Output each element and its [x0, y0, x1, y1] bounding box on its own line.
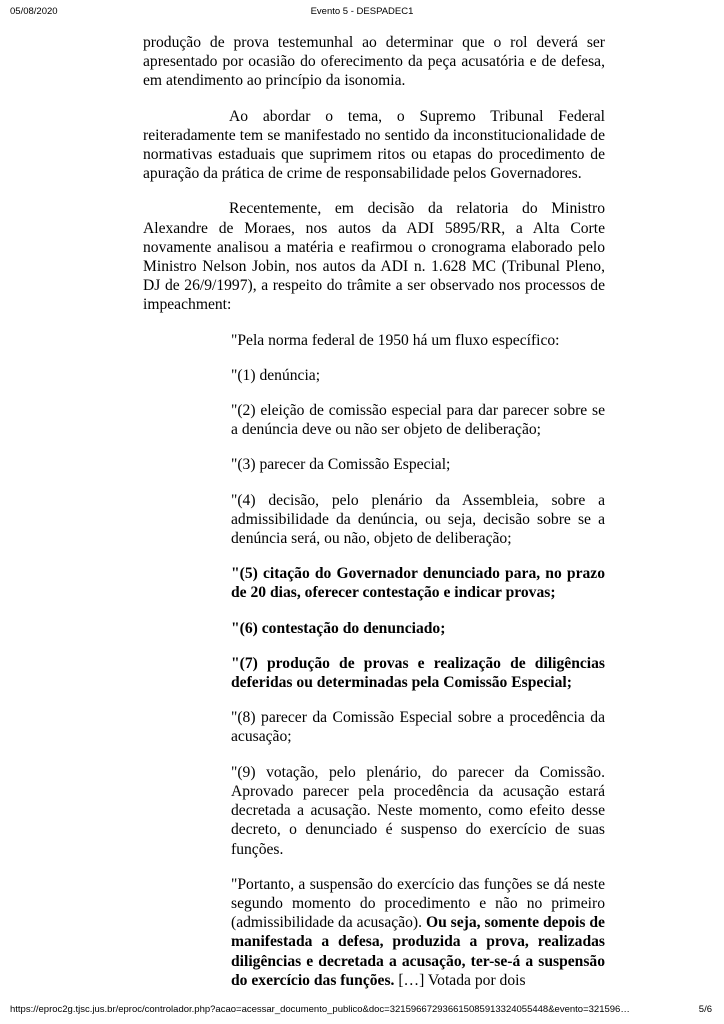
document-body — [143, 33, 605, 990]
quote-item-bold: "(7) produção de provas e realização de diligências deferidas ou determinadas pela Comissão Especial; — [231, 654, 605, 692]
paragraph: produção de prova testemunhal ao determinar que o rol deverá ser apresentado por ocasião do oferecimento da peça acusatória e de defesa, em atendimento ao princípio da isonomia. — [143, 34, 605, 90]
quote-item: "(2) eleição de comissão especial para dar parecer sobre se a denúncia deve ou não ser objeto de deliberação; — [231, 402, 605, 439]
page-footer — [0, 1004, 724, 1018]
quote-emphasis: Ou seja, somente depois de manifestada a defesa, produzida a prova, realizadas diligências e decretada a acusação, ter-se-á a suspensão do exercício das funções. — [231, 914, 605, 989]
quote-conclusion — [231, 875, 605, 990]
paragraph: Recentemente, em decisão da relatoria do Ministro Alexandre de Moraes, nos autos da ADI 5895/RR, a Alta Corte novamente analisou a matéria e reafirmou o cronograma elaborado pelo Ministro Nelson Jobin, nos autos da ADI n. 1.628 MC (Tribunal Pleno, DJ de 26/9/1997), a respeito do trâmite a ser observado nos processos de impeachment: — [143, 200, 605, 314]
quote-item: "(1) denúncia; — [231, 366, 321, 384]
header-date: 05/08/2020 — [10, 6, 58, 17]
quote-text: "Portanto, a suspensão do exercício das funções se dá neste segundo momento do procedimento e não no primeiro (admissibilidade da acusação). — [231, 875, 605, 932]
quote-item-bold: "(5) citação do Governador denunciado para, no prazo de 20 dias, oferecer contestação e indicar provas; — [231, 565, 605, 602]
footer-url: https://eproc2g.tjsc.jus.br/eproc/controlador.php?acao=acessar_documento_publico&doc=321596672936615085913324055448&evento=321596… — [10, 1004, 630, 1015]
page-header — [0, 6, 724, 20]
paragraph: Ao abordar o tema, o Supremo Tribunal Federal reiteradamente tem se manifestado no sentido da inconstitucionalidade de normativas estaduais que suprimem ritos ou etapas do procedimento de apuração da prática de crime de responsabilidade pelos Governadores. — [143, 107, 605, 183]
quote-item-bold: "(6) contestação do denunciado; — [231, 619, 446, 637]
quote-intro: "Pela norma federal de 1950 há um fluxo específico: — [231, 331, 560, 349]
quote-item: "(9) votação, pelo plenário, do parecer da Comissão. Aprovado parecer pela procedência da acusação estará decretada a acusação. Neste momento, como efeito desse decreto, o denunciado é suspenso do exercício de suas funções. — [231, 763, 605, 858]
quote-item: "(3) parecer da Comissão Especial; — [231, 456, 451, 474]
quote-item: "(8) parecer da Comissão Especial sobre a procedência da acusação; — [231, 709, 605, 746]
page-number: 5/6 — [698, 1004, 712, 1015]
quote-item: "(4) decisão, pelo plenário da Assembleia, sobre a admissibilidade da denúncia, ou seja, decisão sobre se a denúncia será, ou não, objeto de deliberação; — [231, 491, 605, 548]
quote-text: […] Votada por dois — [394, 971, 526, 989]
header-title: Evento 5 - DESPADEC1 — [310, 6, 414, 17]
